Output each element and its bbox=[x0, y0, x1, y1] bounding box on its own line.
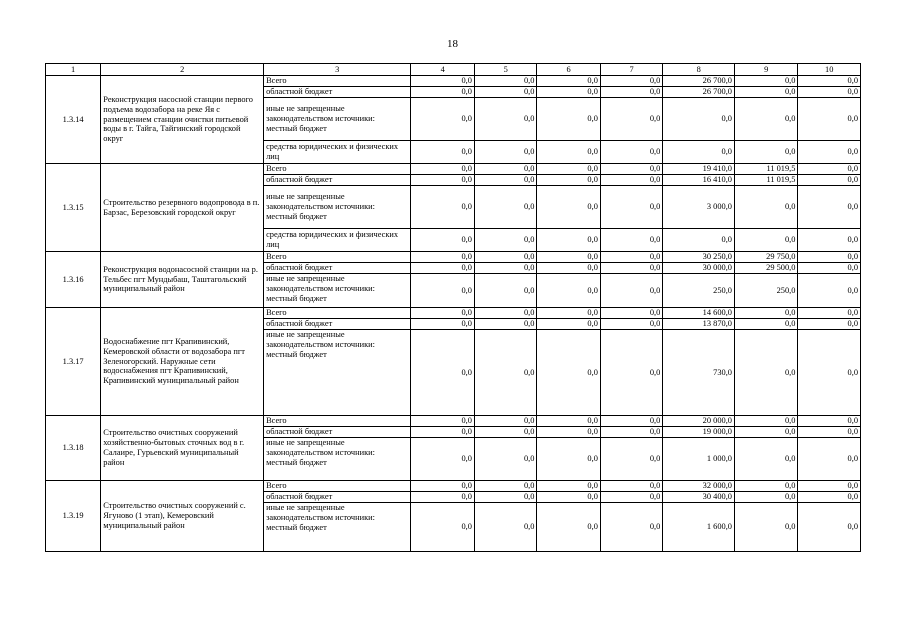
source-label bbox=[264, 274, 411, 308]
value-cell: 0,0 bbox=[411, 427, 474, 438]
source-label: Всего bbox=[264, 416, 411, 427]
column-header: 10 bbox=[798, 64, 861, 76]
value-cell: 730,0 bbox=[663, 330, 735, 416]
value-cell: 20 000,0 bbox=[663, 416, 735, 427]
value-cell: 0,0 bbox=[474, 175, 536, 186]
value-cell: 1 600,0 bbox=[663, 503, 735, 552]
value-cell: 250,0 bbox=[663, 274, 735, 308]
value-cell: 250,0 bbox=[734, 274, 797, 308]
value-cell: 0,0 bbox=[537, 274, 600, 308]
value-cell: 0,0 bbox=[600, 492, 662, 503]
value-cell: 0,0 bbox=[734, 416, 797, 427]
project-name: Реконструкция насосной станции первого подъема водозабора на реке Яя с размещением станции очистки питьевой воды в г. Тайга, Тайгинский городской округ bbox=[101, 76, 264, 164]
value-cell: 0,0 bbox=[600, 229, 662, 252]
value-cell: 0,0 bbox=[474, 98, 536, 141]
value-cell: 29 500,0 bbox=[734, 263, 797, 274]
table-row bbox=[46, 164, 861, 175]
value-cell: 0,0 bbox=[600, 252, 662, 263]
other-sources-label: иные не запрещенные законодательством источники: bbox=[266, 438, 375, 457]
value-cell: 19 000,0 bbox=[663, 427, 735, 438]
value-cell: 0,0 bbox=[474, 87, 536, 98]
value-cell: 11 019,5 bbox=[734, 175, 797, 186]
source-label: Всего bbox=[264, 308, 411, 319]
value-cell: 26 700,0 bbox=[663, 76, 735, 87]
column-header: 8 bbox=[663, 64, 735, 76]
value-cell: 0,0 bbox=[734, 87, 797, 98]
page-number: 18 bbox=[447, 38, 458, 50]
value-cell: 0,0 bbox=[537, 76, 600, 87]
value-cell: 0,0 bbox=[600, 319, 662, 330]
value-cell: 0,0 bbox=[734, 427, 797, 438]
value-cell: 0,0 bbox=[663, 141, 735, 164]
column-header: 1 bbox=[46, 64, 101, 76]
value-cell: 26 700,0 bbox=[663, 87, 735, 98]
local-budget-label: местный бюджет bbox=[266, 293, 327, 303]
value-cell: 30 250,0 bbox=[663, 252, 735, 263]
value-cell: 0,0 bbox=[798, 416, 861, 427]
value-cell: 30 000,0 bbox=[663, 263, 735, 274]
source-label: Всего bbox=[264, 164, 411, 175]
value-cell: 0,0 bbox=[734, 481, 797, 492]
value-cell: 0,0 bbox=[411, 252, 474, 263]
value-cell: 0,0 bbox=[474, 252, 536, 263]
value-cell: 14 600,0 bbox=[663, 308, 735, 319]
value-cell: 0,0 bbox=[600, 330, 662, 416]
value-cell: 0,0 bbox=[411, 76, 474, 87]
value-cell: 0,0 bbox=[798, 164, 861, 175]
value-cell: 0,0 bbox=[798, 427, 861, 438]
value-cell: 0,0 bbox=[600, 416, 662, 427]
value-cell: 13 870,0 bbox=[663, 319, 735, 330]
value-cell: 0,0 bbox=[798, 503, 861, 552]
value-cell: 0,0 bbox=[474, 416, 536, 427]
project-code: 1.3.19 bbox=[46, 481, 101, 552]
project-name: Строительство очистных сооружений хозяйственно-бытовых сточных вод в г. Салаире, Гурьевский муниципальный район bbox=[101, 416, 264, 481]
value-cell: 0,0 bbox=[474, 438, 536, 481]
value-cell: 0,0 bbox=[600, 481, 662, 492]
value-cell: 0,0 bbox=[411, 98, 474, 141]
value-cell: 0,0 bbox=[411, 141, 474, 164]
value-cell: 0,0 bbox=[537, 438, 600, 481]
value-cell: 3 000,0 bbox=[663, 186, 735, 229]
source-label: областной бюджет bbox=[264, 263, 411, 274]
value-cell: 0,0 bbox=[474, 492, 536, 503]
value-cell: 0,0 bbox=[798, 186, 861, 229]
value-cell: 0,0 bbox=[600, 98, 662, 141]
value-cell: 29 750,0 bbox=[734, 252, 797, 263]
budget-table bbox=[45, 63, 861, 552]
project-code: 1.3.14 bbox=[46, 76, 101, 164]
value-cell: 0,0 bbox=[734, 308, 797, 319]
value-cell: 0,0 bbox=[798, 98, 861, 141]
value-cell: 0,0 bbox=[537, 141, 600, 164]
project-code: 1.3.16 bbox=[46, 252, 101, 308]
value-cell: 0,0 bbox=[798, 141, 861, 164]
value-cell: 0,0 bbox=[474, 427, 536, 438]
other-sources-label: иные не запрещенные законодательством источники: bbox=[266, 274, 375, 293]
table-row bbox=[46, 76, 861, 87]
table-row bbox=[46, 308, 861, 319]
value-cell: 0,0 bbox=[600, 308, 662, 319]
other-sources-label: иные не запрещенные законодательством источники: bbox=[266, 503, 375, 522]
value-cell: 0,0 bbox=[537, 98, 600, 141]
value-cell: 0,0 bbox=[537, 319, 600, 330]
value-cell: 0,0 bbox=[798, 252, 861, 263]
value-cell: 0,0 bbox=[537, 87, 600, 98]
source-label: Всего bbox=[264, 481, 411, 492]
value-cell: 0,0 bbox=[734, 186, 797, 229]
value-cell: 0,0 bbox=[798, 263, 861, 274]
value-cell: 0,0 bbox=[798, 76, 861, 87]
value-cell: 19 410,0 bbox=[663, 164, 735, 175]
value-cell: 0,0 bbox=[411, 229, 474, 252]
value-cell: 0,0 bbox=[663, 98, 735, 141]
source-label bbox=[264, 503, 411, 552]
value-cell: 0,0 bbox=[474, 141, 536, 164]
value-cell: 0,0 bbox=[474, 186, 536, 229]
value-cell: 0,0 bbox=[411, 263, 474, 274]
value-cell: 0,0 bbox=[411, 503, 474, 552]
project-name: Водоснабжение пгт Крапивинский, Кемеровской области от водозабора пгт Зеленогорский. Наружные сети водоснабжения пгт Крапивинский, Крапивинский муниципальный район bbox=[101, 308, 264, 416]
value-cell: 0,0 bbox=[734, 330, 797, 416]
value-cell: 0,0 bbox=[411, 175, 474, 186]
table-row bbox=[46, 416, 861, 427]
value-cell: 0,0 bbox=[798, 308, 861, 319]
value-cell: 0,0 bbox=[474, 330, 536, 416]
value-cell: 0,0 bbox=[798, 274, 861, 308]
value-cell: 0,0 bbox=[734, 319, 797, 330]
value-cell: 0,0 bbox=[537, 492, 600, 503]
value-cell: 0,0 bbox=[600, 503, 662, 552]
value-cell: 0,0 bbox=[600, 175, 662, 186]
column-header: 6 bbox=[537, 64, 600, 76]
column-header: 9 bbox=[734, 64, 797, 76]
value-cell: 0,0 bbox=[798, 330, 861, 416]
source-label bbox=[264, 330, 411, 416]
value-cell: 0,0 bbox=[411, 274, 474, 308]
value-cell: 0,0 bbox=[600, 87, 662, 98]
source-label: областной бюджет bbox=[264, 492, 411, 503]
source-label bbox=[264, 186, 411, 229]
source-label: Всего bbox=[264, 252, 411, 263]
value-cell: 0,0 bbox=[411, 330, 474, 416]
value-cell: 11 019,5 bbox=[734, 164, 797, 175]
value-cell: 0,0 bbox=[734, 98, 797, 141]
table-row bbox=[46, 481, 861, 492]
value-cell: 30 400,0 bbox=[663, 492, 735, 503]
value-cell: 0,0 bbox=[798, 481, 861, 492]
value-cell: 0,0 bbox=[798, 175, 861, 186]
value-cell: 0,0 bbox=[537, 252, 600, 263]
source-label: областной бюджет bbox=[264, 427, 411, 438]
value-cell: 0,0 bbox=[411, 438, 474, 481]
value-cell: 0,0 bbox=[411, 481, 474, 492]
column-header: 2 bbox=[101, 64, 264, 76]
other-sources-label: иные не запрещенные законодательством источники: bbox=[266, 104, 375, 124]
value-cell: 0,0 bbox=[537, 263, 600, 274]
project-code: 1.3.15 bbox=[46, 164, 101, 252]
value-cell: 0,0 bbox=[537, 175, 600, 186]
local-budget-label: местный бюджет bbox=[266, 211, 327, 221]
value-cell: 0,0 bbox=[537, 186, 600, 229]
value-cell: 0,0 bbox=[474, 229, 536, 252]
column-header: 4 bbox=[411, 64, 474, 76]
value-cell: 0,0 bbox=[411, 186, 474, 229]
value-cell: 0,0 bbox=[537, 416, 600, 427]
value-cell: 0,0 bbox=[411, 308, 474, 319]
value-cell: 0,0 bbox=[474, 76, 536, 87]
value-cell: 0,0 bbox=[734, 76, 797, 87]
value-cell: 0,0 bbox=[537, 308, 600, 319]
value-cell: 1 000,0 bbox=[663, 438, 735, 481]
value-cell: 0,0 bbox=[537, 330, 600, 416]
value-cell: 0,0 bbox=[663, 229, 735, 252]
value-cell: 0,0 bbox=[798, 229, 861, 252]
value-cell: 0,0 bbox=[537, 427, 600, 438]
other-sources-label: иные не запрещенные законодательством источники: bbox=[266, 330, 375, 349]
source-label: областной бюджет bbox=[264, 87, 411, 98]
value-cell: 0,0 bbox=[537, 229, 600, 252]
project-name: Строительство резервного водопровода в п. Барзас, Березовский городской округ bbox=[101, 164, 264, 252]
source-label: средства юридических и физических лиц bbox=[264, 141, 411, 164]
local-budget-label: местный бюджет bbox=[266, 349, 327, 359]
value-cell: 0,0 bbox=[474, 164, 536, 175]
source-label: областной бюджет bbox=[264, 175, 411, 186]
source-label: областной бюджет bbox=[264, 319, 411, 330]
local-budget-label: местный бюджет bbox=[266, 123, 327, 133]
value-cell: 0,0 bbox=[474, 319, 536, 330]
source-label: средства юридических и физических лиц bbox=[264, 229, 411, 252]
value-cell: 0,0 bbox=[600, 438, 662, 481]
local-budget-label: местный бюджет bbox=[266, 522, 327, 532]
value-cell: 0,0 bbox=[798, 438, 861, 481]
column-header: 5 bbox=[474, 64, 536, 76]
project-name: Реконструкция водонасосной станции на р. Тельбес пгт Мундыбаш, Таштагольский муниципальный район bbox=[101, 252, 264, 308]
project-code: 1.3.17 bbox=[46, 308, 101, 416]
value-cell: 0,0 bbox=[734, 503, 797, 552]
table-body bbox=[46, 64, 861, 552]
source-label: Всего bbox=[264, 76, 411, 87]
header-row bbox=[46, 64, 861, 76]
value-cell: 0,0 bbox=[411, 416, 474, 427]
value-cell: 0,0 bbox=[734, 438, 797, 481]
value-cell: 32 000,0 bbox=[663, 481, 735, 492]
value-cell: 0,0 bbox=[798, 319, 861, 330]
value-cell: 0,0 bbox=[734, 492, 797, 503]
value-cell: 0,0 bbox=[734, 229, 797, 252]
value-cell: 0,0 bbox=[600, 263, 662, 274]
value-cell: 0,0 bbox=[600, 141, 662, 164]
value-cell: 0,0 bbox=[537, 481, 600, 492]
value-cell: 0,0 bbox=[474, 503, 536, 552]
value-cell: 0,0 bbox=[411, 319, 474, 330]
value-cell: 0,0 bbox=[537, 164, 600, 175]
value-cell: 0,0 bbox=[600, 186, 662, 229]
local-budget-label: местный бюджет bbox=[266, 457, 327, 467]
source-label bbox=[264, 98, 411, 141]
value-cell: 0,0 bbox=[411, 492, 474, 503]
value-cell: 0,0 bbox=[474, 481, 536, 492]
value-cell: 16 410,0 bbox=[663, 175, 735, 186]
value-cell: 0,0 bbox=[474, 263, 536, 274]
column-header: 7 bbox=[600, 64, 662, 76]
project-name: Строительство очистных сооружений с. Ягуново (1 этап), Кемеровский муниципальный район bbox=[101, 481, 264, 552]
value-cell: 0,0 bbox=[411, 164, 474, 175]
value-cell: 0,0 bbox=[474, 274, 536, 308]
column-header: 3 bbox=[264, 64, 411, 76]
table-row bbox=[46, 252, 861, 263]
value-cell: 0,0 bbox=[474, 308, 536, 319]
value-cell: 0,0 bbox=[600, 76, 662, 87]
value-cell: 0,0 bbox=[600, 164, 662, 175]
value-cell: 0,0 bbox=[600, 274, 662, 308]
project-code: 1.3.18 bbox=[46, 416, 101, 481]
value-cell: 0,0 bbox=[537, 503, 600, 552]
value-cell: 0,0 bbox=[798, 492, 861, 503]
source-label bbox=[264, 438, 411, 481]
other-sources-label: иные не запрещенные законодательством источники: bbox=[266, 192, 375, 212]
value-cell: 0,0 bbox=[734, 141, 797, 164]
value-cell: 0,0 bbox=[798, 87, 861, 98]
value-cell: 0,0 bbox=[600, 427, 662, 438]
value-cell: 0,0 bbox=[411, 87, 474, 98]
